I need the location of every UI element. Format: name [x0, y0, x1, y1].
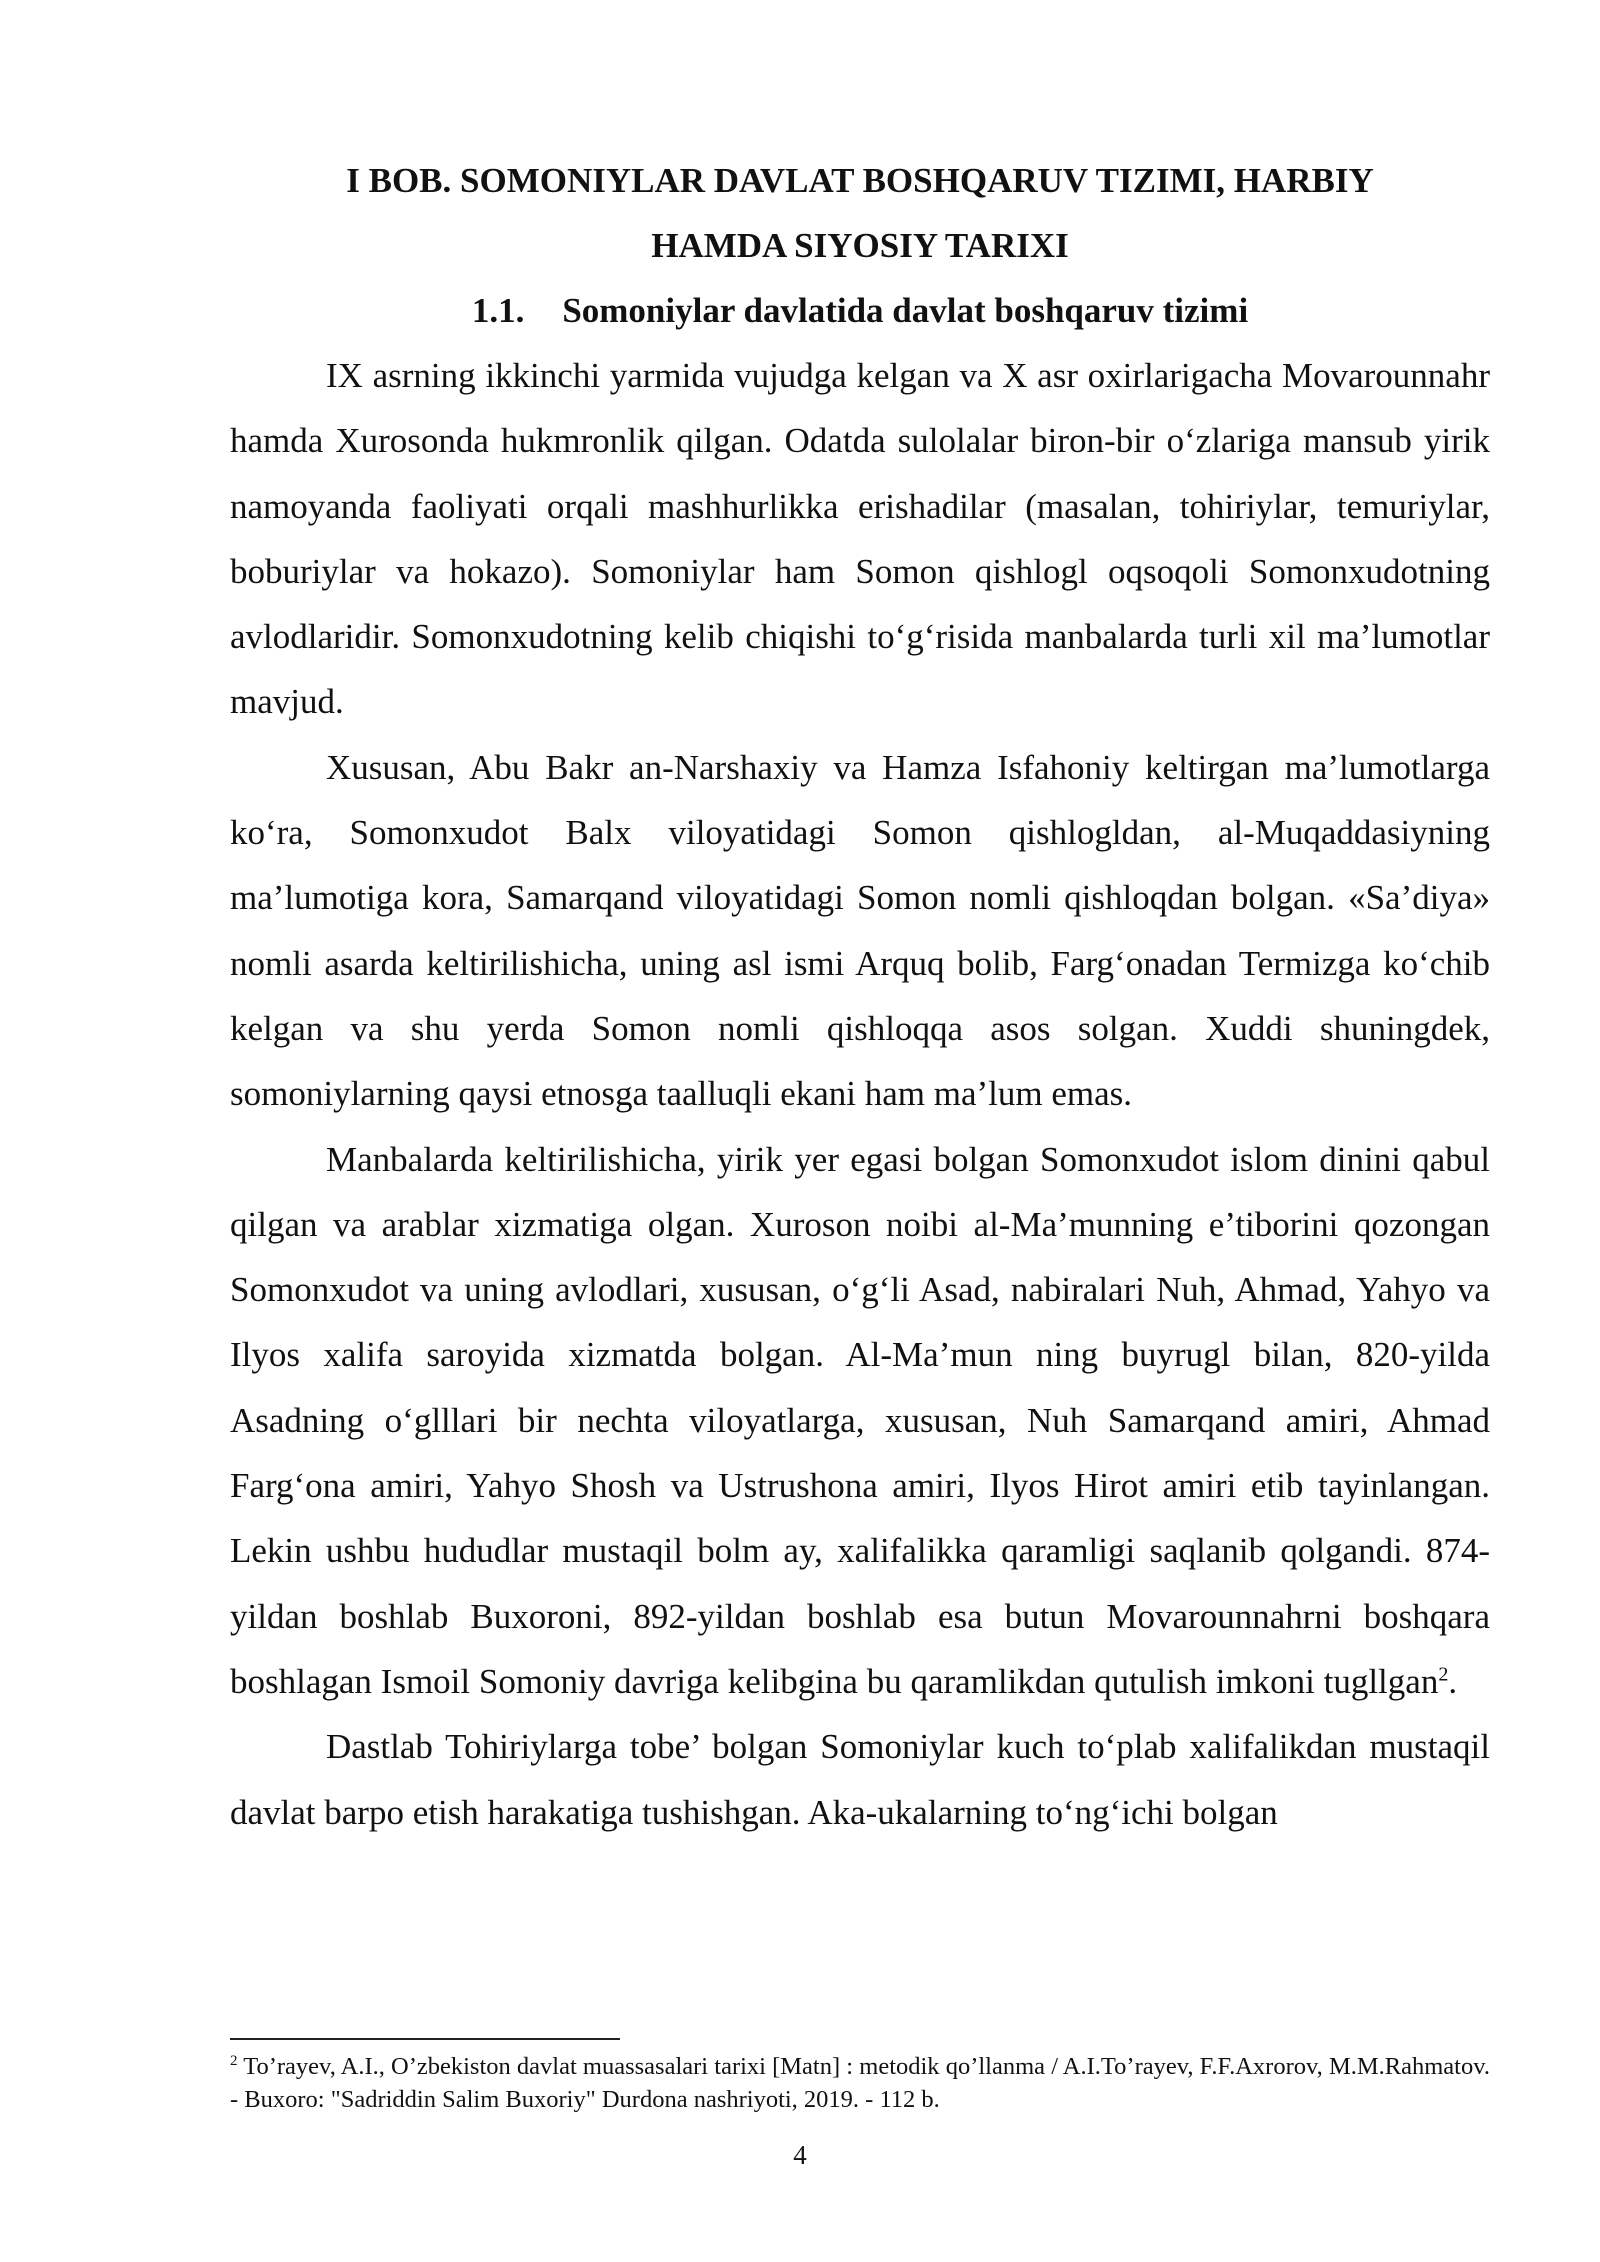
- page-number: 4: [793, 2140, 807, 2170]
- footnote: [230, 2050, 1490, 2116]
- chapter-title-line-1: I BOB. SOMONIYLAR DAVLAT BOSHQARUV TIZIMI, HARBIY: [346, 161, 1374, 200]
- paragraph-1: IX asrning ikkinchi yarmida vujudga kelgan va X asr oxirlarigacha Movarounnahr hamda Xurosonda hukmronlik qilgan. Odatda sulolalar biron-bir o‘zlariga mansub yirik namoyanda faoliyati orqali mashhurlikka erishadilar (masalan, tohiriylar, temuriylar, boburiylar va hokazo). Somoniylar ham Somon qishlogl oqsoqoli Somonxudotning avlodlaridir. Somonxudotning kelib chiqishi to‘g‘risida manbalarda turli xil ma’lumotlar mavjud.: [230, 356, 1490, 722]
- chapter-title: [230, 148, 1490, 278]
- page-content: [230, 148, 1490, 1845]
- section-title: Somoniylar davlatida davlat boshqaruv tizimi: [562, 291, 1249, 330]
- footnote-marker: 2: [230, 2052, 238, 2069]
- footnote-separator: [230, 2038, 620, 2040]
- paragraph-4: Dastlab Tohiriylarga tobe’ bolgan Somoniylar kuch to‘plab xalifalikdan mustaqil davlat barpo etish harakatiga tushishgan. Aka-ukalarning to‘ng‘ichi bolgan: [230, 1727, 1490, 1832]
- footnote-reference: 2: [1438, 1663, 1449, 1686]
- section-number: 1.1.: [471, 291, 525, 330]
- paragraph-3-end: .: [1448, 1661, 1458, 1701]
- section-heading: [230, 278, 1490, 343]
- paragraph-3: [230, 1127, 1490, 1715]
- footnote-text: To’rayev, A.I., O’zbekiston davlat muassasalari tarixi [Matn] : metodik qo’llanma / A.I.To’rayev, F.F.Axrorov, M.M.Rahmatov. - Buxoro: "Sadriddin Salim Buxoriy" Durdona nashriyoti, 2019. - 112 b.: [230, 2053, 1490, 2113]
- paragraph-3-text: Manbalarda keltirilishicha, yirik yer egasi bolgan Somonxudot islom dinini qabul qilgan va arablar xizmatiga olgan. Xuroson noibi al-Ma’munning e’tiborini qozongan Somonxudot va uning avlodlari, xususan, o‘g‘li Asad, nabiralari Nuh, Ahmad, Yahyo va Ilyos xalifa saroyida xizmatda bolgan. Al-Ma’mun ning buyrugl bilan, 820-yilda Asadning o‘glllari bir nechta viloyatlarga, xususan, Nuh Samarqand amiri, Ahmad Farg‘ona amiri, Yahyo Shosh va Ustrushona amiri, Ilyos Hirot amiri etib tayinlangan. Lekin ushbu hududlar mustaqil bolm ay, xalifalikka qaramligi saqlanib qolgandi. 874-yildan boshlab Buxoroni, 892-yildan boshlab esa butun Movarounnahrni boshqara boshlagan Ismoil Somoniy davriga kelibgina bu qaramlikdan qutulish imkoni tugllgan: [230, 1139, 1490, 1701]
- paragraph-2: Xususan, Abu Bakr an-Narshaxiy va Hamza Isfahoniy keltirgan ma’lumotlarga ko‘ra, Somonxudot Balx viloyatidagi Somon qishlogldan, al-Muqaddasiyning ma’lumotiga kora, Samarqand viloyatidagi Somon nomli qishloqdan bolgan. «Sa’diya» nomli asarda keltirilishicha, uning asl ismi Arquq bolib, Farg‘onadan Termizga ko‘chib kelgan va shu yerda Somon nomli qishloqqa asos solgan. Xuddi shuningdek, somoniylarning qaysi etnosga taalluqli ekani ham ma’lum emas.: [230, 747, 1490, 1114]
- chapter-title-line-2: HAMDA SIYOSIY TARIXI: [651, 226, 1069, 265]
